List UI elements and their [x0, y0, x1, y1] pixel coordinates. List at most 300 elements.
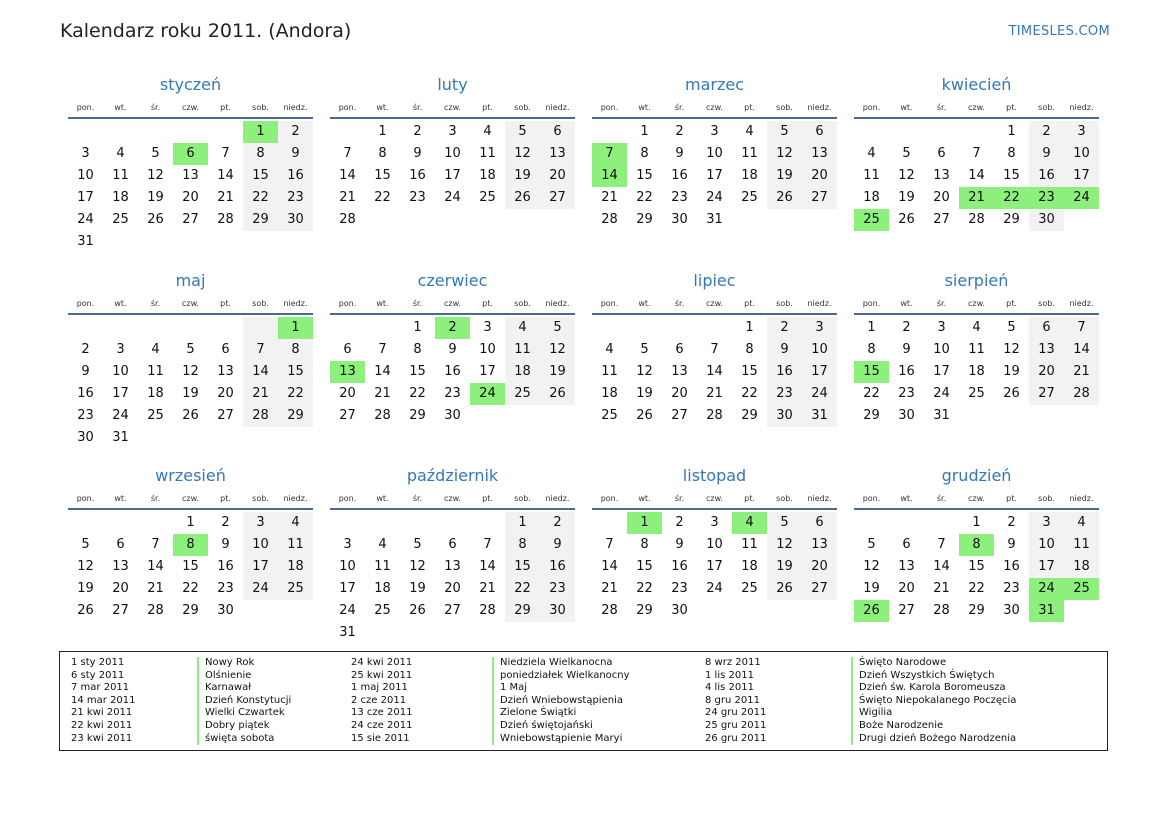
- day: 26: [540, 383, 575, 405]
- month-name: czerwiec: [417, 271, 488, 290]
- month-12: [854, 461, 1099, 622]
- weekday-label: wt.: [638, 493, 651, 503]
- day: 30: [540, 600, 575, 622]
- day: 12: [147, 168, 164, 183]
- day: 25: [741, 581, 758, 596]
- day: 28: [601, 212, 618, 227]
- weekday-label: czw.: [968, 102, 985, 112]
- legend-date: 26 gru 2011: [705, 732, 767, 744]
- day: 22: [243, 187, 278, 209]
- weekday-label: sob.: [252, 493, 269, 503]
- weekday-label: pt.: [482, 102, 493, 112]
- weekday-header: [68, 293, 313, 315]
- month-name: luty: [437, 75, 468, 94]
- day: 29: [636, 212, 653, 227]
- day: 13: [112, 559, 129, 574]
- day: 26: [898, 212, 915, 227]
- day: 1: [505, 512, 540, 534]
- day: 13: [540, 143, 575, 165]
- day: 9: [221, 537, 230, 552]
- day: 10: [479, 342, 496, 357]
- legend-date: 8 gru 2011: [705, 694, 760, 706]
- empty-cell: [103, 317, 138, 339]
- weekday-label: niedz.: [545, 298, 570, 308]
- day: 5: [413, 537, 422, 552]
- legend-date: 23 kwi 2011: [71, 732, 133, 744]
- month-name: wrzesień: [155, 466, 226, 485]
- weekday-label: sob.: [1038, 102, 1055, 112]
- day: 12: [505, 143, 540, 165]
- day: 22: [374, 190, 391, 205]
- day: 4: [867, 146, 876, 161]
- day: 16: [1003, 559, 1020, 574]
- weekday-label: pon.: [76, 102, 95, 112]
- day: 3: [483, 320, 492, 335]
- weekday-label: pon.: [76, 298, 95, 308]
- day: 13: [802, 534, 837, 556]
- day: 21: [706, 386, 723, 401]
- weekday-header: [854, 293, 1099, 315]
- weekday-label: czw.: [182, 298, 199, 308]
- day: 21: [217, 190, 234, 205]
- day: 23: [767, 383, 802, 405]
- day: 11: [479, 146, 496, 161]
- day: 16: [540, 556, 575, 578]
- weekday-label: pt.: [1006, 493, 1017, 503]
- empty-cell: [924, 512, 959, 534]
- month-4: [854, 70, 1099, 231]
- day-grid: [854, 317, 1099, 427]
- weekday-label: pt.: [482, 493, 493, 503]
- day: 19: [898, 190, 915, 205]
- weekday-label: wt.: [638, 298, 651, 308]
- holiday-legend: [59, 651, 1108, 751]
- day: 16: [1029, 165, 1064, 187]
- day: 27: [671, 408, 688, 423]
- day: 15: [1003, 168, 1020, 183]
- day: 28: [479, 603, 496, 618]
- day: 15: [182, 559, 199, 574]
- day: 15: [278, 361, 313, 383]
- legend-date: 24 gru 2011: [705, 707, 767, 719]
- day: 20: [933, 190, 950, 205]
- day-grid: [592, 121, 837, 231]
- day-grid: [592, 512, 837, 622]
- day: 4: [745, 124, 754, 139]
- day: 4: [116, 146, 125, 161]
- day: 9: [1007, 537, 1016, 552]
- empty-cell: [208, 317, 243, 339]
- day: 19: [1003, 364, 1020, 379]
- day: 13: [671, 364, 688, 379]
- day: 20: [540, 165, 575, 187]
- weekday-header: [330, 488, 575, 510]
- day: 26: [767, 578, 802, 600]
- day: 6: [343, 342, 352, 357]
- day: 24: [77, 212, 94, 227]
- day: 6: [802, 121, 837, 143]
- day: 28: [243, 405, 278, 427]
- empty-cell: [330, 121, 365, 143]
- weekday-label: niedz.: [283, 298, 308, 308]
- day: 8: [640, 146, 649, 161]
- day: 2: [1007, 515, 1016, 530]
- day: 30: [767, 405, 802, 427]
- weekday-label: niedz.: [1069, 298, 1094, 308]
- legend-date: 7 mar 2011: [71, 682, 130, 694]
- legend-dates-column: [351, 657, 412, 745]
- day: 20: [671, 386, 688, 401]
- day: 17: [802, 361, 837, 383]
- day: 5: [902, 146, 911, 161]
- empty-cell: [173, 317, 208, 339]
- day-grid: [330, 512, 575, 644]
- day: 22: [409, 386, 426, 401]
- day: 25: [112, 212, 129, 227]
- day: 9: [81, 364, 90, 379]
- weekday-header: [68, 97, 313, 119]
- day: 19: [77, 581, 94, 596]
- day: 17: [1064, 165, 1099, 187]
- legend-holiday-name: Dzień Wszystkich Świętych: [859, 669, 995, 681]
- holiday-day: 24: [470, 383, 505, 405]
- day: 8: [640, 537, 649, 552]
- weekday-label: pt.: [1006, 298, 1017, 308]
- day: 15: [741, 364, 758, 379]
- weekday-label: wt.: [900, 493, 913, 503]
- day: 30: [898, 408, 915, 423]
- empty-cell: [330, 512, 365, 534]
- day: 31: [933, 408, 950, 423]
- weekday-label: pon.: [338, 493, 357, 503]
- legend-date: 24 cze 2011: [351, 719, 413, 731]
- legend-date: 25 kwi 2011: [351, 669, 413, 681]
- weekday-label: czw.: [968, 493, 985, 503]
- day: 18: [601, 386, 618, 401]
- empty-cell: [889, 512, 924, 534]
- day: 4: [483, 124, 492, 139]
- day: 30: [444, 408, 461, 423]
- month-name: styczeń: [159, 75, 222, 94]
- day: 30: [1003, 603, 1020, 618]
- day: 8: [378, 146, 387, 161]
- day: 11: [147, 364, 164, 379]
- day: 14: [968, 168, 985, 183]
- day: 12: [540, 339, 575, 361]
- day: 23: [540, 578, 575, 600]
- day: 2: [81, 342, 90, 357]
- day: 27: [339, 408, 356, 423]
- day: 3: [116, 342, 125, 357]
- day: 25: [278, 578, 313, 600]
- day: 16: [767, 361, 802, 383]
- weekday-label: wt.: [376, 298, 389, 308]
- day: 30: [1029, 209, 1064, 231]
- day: 28: [706, 408, 723, 423]
- legend-holiday-name: Dzień Konstytucji: [205, 694, 292, 706]
- day: 2: [675, 515, 684, 530]
- legend-date: 14 mar 2011: [71, 694, 136, 706]
- weekday-label: wt.: [114, 102, 127, 112]
- day: 18: [147, 386, 164, 401]
- day: 6: [675, 342, 684, 357]
- empty-cell: [243, 317, 278, 339]
- day: 28: [968, 212, 985, 227]
- day: 6: [116, 537, 125, 552]
- weekday-label: sob.: [252, 102, 269, 112]
- day: 20: [1029, 361, 1064, 383]
- month-name: listopad: [682, 466, 747, 485]
- day: 6: [937, 146, 946, 161]
- day: 22: [968, 581, 985, 596]
- weekday-label: pt.: [220, 102, 231, 112]
- day: 2: [278, 121, 313, 143]
- day: 23: [671, 190, 688, 205]
- site-link[interactable]: TIMESLES.COM: [1008, 24, 1110, 39]
- day: 27: [444, 603, 461, 618]
- holiday-day: 2: [435, 317, 470, 339]
- day: 15: [968, 559, 985, 574]
- day: 17: [706, 559, 723, 574]
- day: 22: [741, 386, 758, 401]
- day: 15: [374, 168, 391, 183]
- day: 22: [863, 386, 880, 401]
- day: 20: [898, 581, 915, 596]
- day: 17: [339, 581, 356, 596]
- day: 21: [339, 190, 356, 205]
- legend-holiday-name: Karnawał: [205, 682, 252, 694]
- weekday-label: śr.: [412, 102, 423, 112]
- day: 28: [339, 212, 356, 227]
- day: 23: [444, 386, 461, 401]
- legend-holiday-name: Wielki Czwartek: [205, 707, 285, 719]
- holiday-day: 15: [854, 361, 889, 383]
- weekday-label: wt.: [376, 493, 389, 503]
- weekday-label: czw.: [706, 102, 723, 112]
- day: 29: [863, 408, 880, 423]
- day: 31: [706, 212, 723, 227]
- weekday-label: pon.: [600, 102, 619, 112]
- day: 1: [972, 515, 981, 530]
- legend-holiday-name: Niedziela Wielkanocna: [500, 657, 613, 668]
- holiday-day: 31: [1029, 600, 1064, 622]
- weekday-label: niedz.: [807, 298, 832, 308]
- day: 30: [671, 212, 688, 227]
- weekday-label: czw.: [444, 102, 461, 112]
- empty-cell: [138, 121, 173, 143]
- empty-cell: [68, 512, 103, 534]
- day: 5: [540, 317, 575, 339]
- day: 18: [505, 361, 540, 383]
- month-8: [854, 266, 1099, 427]
- day: 21: [479, 581, 496, 596]
- month-3: [592, 70, 837, 231]
- day: 7: [343, 146, 352, 161]
- day: 1: [745, 320, 754, 335]
- day: 14: [243, 361, 278, 383]
- day: 18: [479, 168, 496, 183]
- legend-holiday-name: Dzień św. Karola Boromeusza: [859, 682, 1006, 694]
- day: 27: [802, 578, 837, 600]
- day: 10: [243, 534, 278, 556]
- legend-names-column: [492, 657, 630, 745]
- legend-holiday-name: Święto Niepokalanego Poczęcia: [859, 694, 1017, 706]
- weekday-label: śr.: [936, 298, 947, 308]
- day: 14: [339, 168, 356, 183]
- day: 16: [671, 559, 688, 574]
- weekday-label: niedz.: [545, 493, 570, 503]
- weekday-label: pt.: [744, 493, 755, 503]
- day: 10: [77, 168, 94, 183]
- month-1: [68, 70, 313, 253]
- day: 17: [1029, 556, 1064, 578]
- day: 28: [601, 603, 618, 618]
- weekday-label: sob.: [776, 493, 793, 503]
- weekday-label: pt.: [220, 493, 231, 503]
- day: 5: [640, 342, 649, 357]
- weekday-label: pon.: [338, 298, 357, 308]
- legend-date: 1 lis 2011: [705, 669, 754, 681]
- weekday-label: niedz.: [807, 493, 832, 503]
- day: 2: [221, 515, 230, 530]
- empty-cell: [103, 121, 138, 143]
- day: 6: [1029, 317, 1064, 339]
- legend-names-column: [197, 657, 291, 745]
- day: 30: [217, 603, 234, 618]
- month-name: grudzień: [941, 466, 1012, 485]
- day: 17: [243, 556, 278, 578]
- day: 10: [802, 339, 837, 361]
- day: 9: [413, 146, 422, 161]
- day: 13: [898, 559, 915, 574]
- day: 16: [671, 168, 688, 183]
- day: 29: [243, 209, 278, 231]
- legend-holiday-name: Zielone Świątki: [500, 707, 577, 719]
- day: 14: [147, 559, 164, 574]
- day: 16: [278, 165, 313, 187]
- day: 7: [710, 342, 719, 357]
- day: 20: [182, 190, 199, 205]
- day: 2: [540, 512, 575, 534]
- month-7: [592, 266, 837, 427]
- legend-date: 6 sty 2011: [71, 669, 125, 681]
- day: 24: [112, 408, 129, 423]
- weekday-label: wt.: [114, 298, 127, 308]
- day: 1: [186, 515, 195, 530]
- day: 8: [278, 339, 313, 361]
- weekday-label: śr.: [150, 493, 161, 503]
- day: 4: [378, 537, 387, 552]
- holiday-day: 25: [854, 209, 889, 231]
- day: 11: [601, 364, 618, 379]
- day: 24: [706, 190, 723, 205]
- day: 21: [243, 383, 278, 405]
- legend-holiday-name: Wigilia: [859, 707, 893, 719]
- holiday-day: 23: [1029, 187, 1064, 209]
- day: 10: [1064, 143, 1099, 165]
- day: 21: [601, 581, 618, 596]
- day: 16: [217, 559, 234, 574]
- day: 1: [378, 124, 387, 139]
- day: 3: [243, 512, 278, 534]
- day: 4: [972, 320, 981, 335]
- holiday-day: 26: [854, 600, 889, 622]
- day: 19: [505, 165, 540, 187]
- day: 27: [898, 603, 915, 618]
- weekday-label: sob.: [252, 298, 269, 308]
- day: 31: [112, 430, 129, 445]
- weekday-label: śr.: [412, 298, 423, 308]
- weekday-label: czw.: [706, 298, 723, 308]
- day: 26: [77, 603, 94, 618]
- empty-cell: [889, 121, 924, 143]
- weekday-label: czw.: [706, 493, 723, 503]
- day-grid: [854, 121, 1099, 231]
- empty-cell: [400, 512, 435, 534]
- day: 7: [937, 537, 946, 552]
- weekday-label: śr.: [412, 493, 423, 503]
- empty-cell: [103, 512, 138, 534]
- day: 29: [182, 603, 199, 618]
- day: 17: [77, 190, 94, 205]
- weekday-label: wt.: [900, 102, 913, 112]
- day: 3: [448, 124, 457, 139]
- holiday-day: 14: [592, 165, 627, 187]
- day: 2: [1029, 121, 1064, 143]
- holiday-day: 8: [959, 534, 994, 556]
- day: 9: [1029, 143, 1064, 165]
- empty-cell: [365, 512, 400, 534]
- day: 3: [802, 317, 837, 339]
- day: 11: [741, 146, 758, 161]
- day: 24: [933, 386, 950, 401]
- month-name: kwiecień: [941, 75, 1012, 94]
- day: 10: [112, 364, 129, 379]
- weekday-header: [592, 293, 837, 315]
- day: 26: [636, 408, 653, 423]
- day: 11: [505, 339, 540, 361]
- day: 15: [505, 556, 540, 578]
- legend-date: 1 maj 2011: [351, 682, 408, 694]
- legend-holiday-name: Wniebowstąpienie Maryi: [500, 732, 623, 744]
- day: 13: [182, 168, 199, 183]
- day: 29: [409, 408, 426, 423]
- month-name: maj: [175, 271, 206, 290]
- holiday-day: 1: [278, 317, 313, 339]
- day: 25: [479, 190, 496, 205]
- day: 5: [867, 537, 876, 552]
- day: 8: [745, 342, 754, 357]
- day: 27: [182, 212, 199, 227]
- day: 12: [863, 559, 880, 574]
- weekday-header: [330, 293, 575, 315]
- weekday-label: wt.: [114, 493, 127, 503]
- day: 26: [1003, 386, 1020, 401]
- holiday-day: 1: [627, 512, 662, 534]
- day: 7: [972, 146, 981, 161]
- day: 25: [741, 190, 758, 205]
- holiday-day: 13: [330, 361, 365, 383]
- holiday-day: 25: [1064, 578, 1099, 600]
- day: 2: [413, 124, 422, 139]
- day: 4: [605, 342, 614, 357]
- day: 8: [505, 534, 540, 556]
- day: 10: [706, 146, 723, 161]
- day: 20: [339, 386, 356, 401]
- day: 17: [706, 168, 723, 183]
- day: 21: [601, 190, 618, 205]
- weekday-label: śr.: [674, 102, 685, 112]
